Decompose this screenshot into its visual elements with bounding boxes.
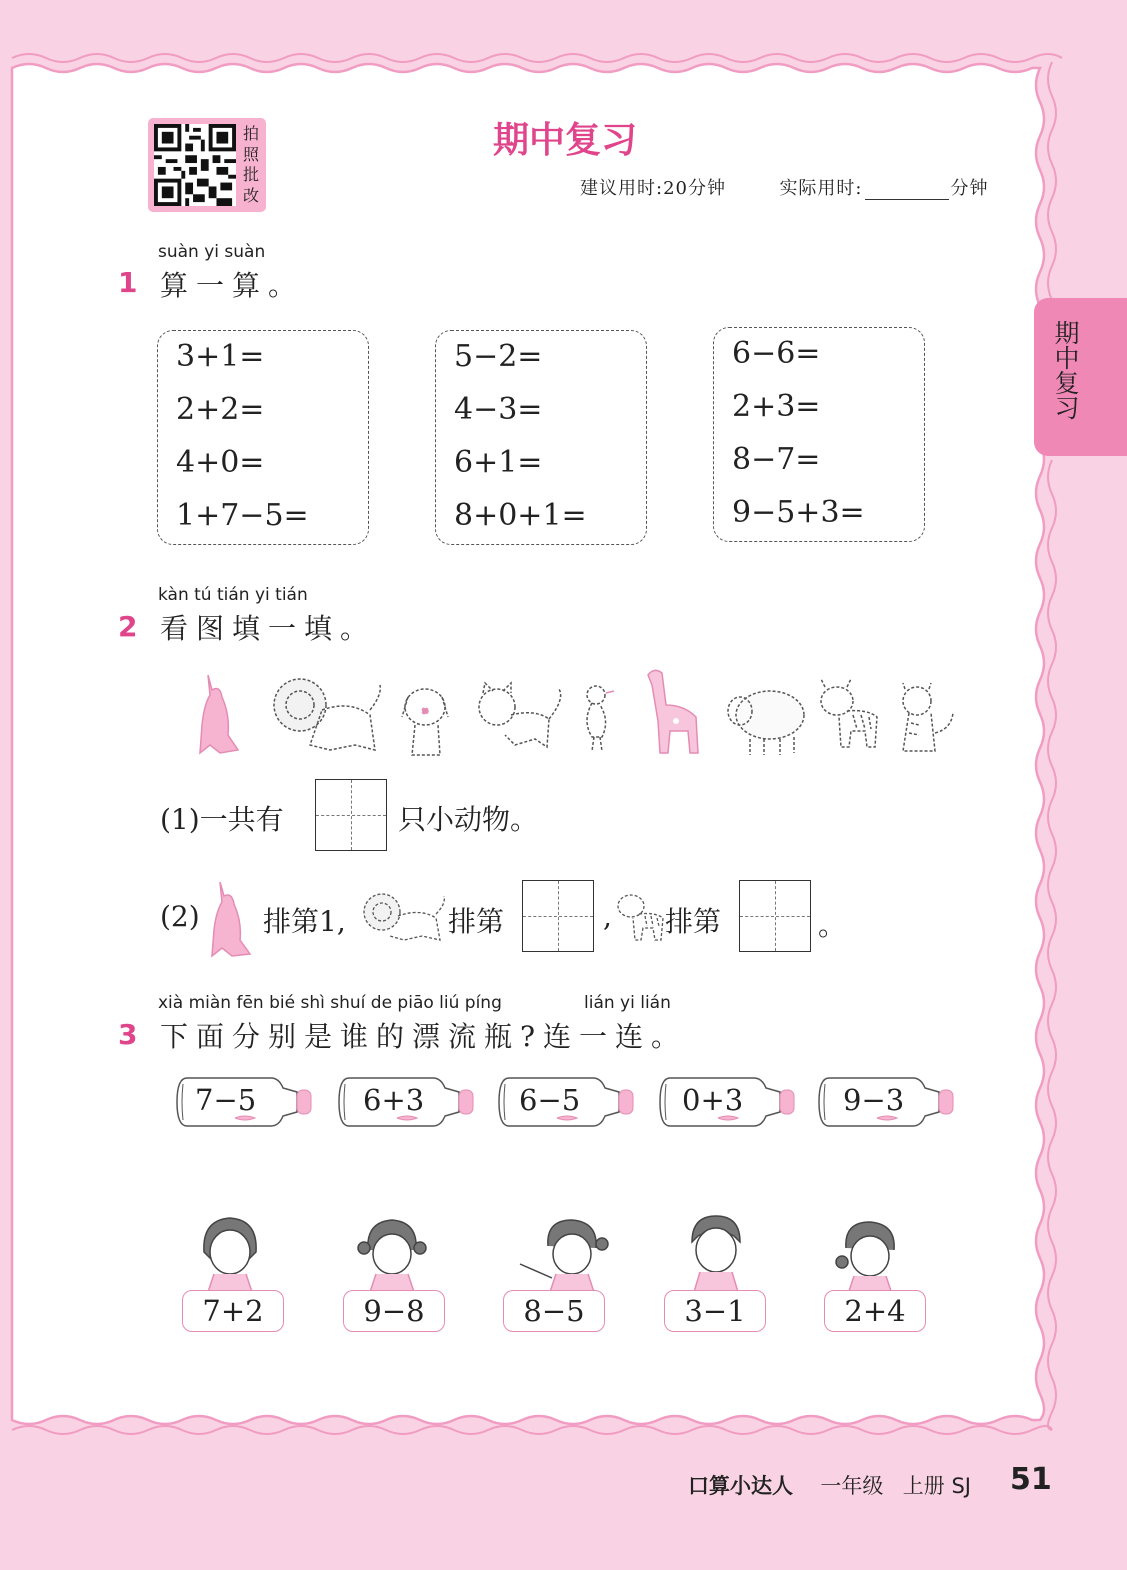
- kid-card[interactable]: 7+2: [182, 1290, 284, 1332]
- suggested-time: 建议用时:20分钟: [580, 178, 726, 199]
- q3-number: 3: [118, 1018, 138, 1051]
- page-title: 期中复习: [492, 120, 637, 161]
- calc-box: [157, 330, 369, 545]
- kangaroo-icon: [200, 675, 238, 753]
- q2-sub2-comma: ,: [603, 900, 612, 933]
- volume: 上册: [902, 1474, 945, 1498]
- girl-icon: [358, 1220, 426, 1292]
- q3-text: 下面分别是谁的漂流瓶?连一连。: [160, 1020, 688, 1053]
- grade: 一年级: [820, 1474, 884, 1498]
- lion-icon: [274, 679, 380, 750]
- girl-icon: [520, 1220, 608, 1292]
- animal-row: [190, 665, 970, 760]
- bottle[interactable]: [497, 1074, 637, 1130]
- bottle-equation: 6−5: [519, 1083, 581, 1117]
- equation[interactable]: 6+1=: [454, 445, 543, 480]
- kid-card[interactable]: 3−1: [664, 1290, 766, 1332]
- answer-box-total[interactable]: [315, 779, 387, 851]
- qr-label: 拍 照 批 改: [242, 124, 259, 205]
- kid-card[interactable]: 2+4: [824, 1290, 926, 1332]
- bottle-equation: 7−5: [195, 1083, 257, 1117]
- bottle-equation: 0+3: [682, 1083, 744, 1117]
- bird-icon: [587, 686, 614, 751]
- q2-pinyin: kàn tú tián yi tián: [158, 585, 308, 605]
- bottle-equation: 6+3: [363, 1083, 425, 1117]
- bottle[interactable]: [658, 1074, 798, 1130]
- zebra-icon: [615, 890, 667, 944]
- side-tab: [1034, 298, 1127, 456]
- q2-sub1-suffix: 只小动物。: [398, 803, 539, 836]
- equation[interactable]: 2+3=: [732, 389, 821, 424]
- edition: SJ: [951, 1474, 971, 1498]
- book-title: 口算小达人: [688, 1474, 793, 1498]
- q2-sub2-prefix: (2): [160, 900, 200, 933]
- equation[interactable]: 6−6=: [732, 336, 821, 371]
- q3-pinyin: xià miàn fēn bié shì shuí de piāo liú píng: [158, 993, 502, 1013]
- answer-box-lion[interactable]: [522, 880, 594, 952]
- qr-code-panel[interactable]: [148, 118, 266, 212]
- giraffe-icon: [648, 670, 698, 753]
- dog-icon: [402, 689, 448, 755]
- q2-text: 看图填一填。: [160, 612, 377, 645]
- q1-number: 1: [118, 266, 138, 299]
- kids-row: [190, 1212, 970, 1292]
- side-tab-label: 期中复习: [1051, 320, 1080, 420]
- actual-time-blank[interactable]: [865, 181, 949, 200]
- q2-sub2-end: 。: [818, 909, 847, 942]
- q2-sub1-prefix: (1)一共有: [160, 803, 284, 836]
- q1-text: 算一算。: [160, 269, 305, 302]
- q3-pinyin-b: lián yi lián: [584, 993, 671, 1013]
- girl-icon: [204, 1218, 256, 1292]
- boy-icon: [692, 1216, 740, 1292]
- girl-icon: [836, 1222, 894, 1292]
- kid-card[interactable]: 8−5: [503, 1290, 605, 1332]
- equation[interactable]: 8+0+1=: [454, 498, 587, 533]
- zebra-icon: [821, 679, 877, 747]
- calc-box: [435, 330, 647, 545]
- sheep-icon: [728, 691, 804, 755]
- tiger-icon: [903, 683, 953, 751]
- equation[interactable]: 4−3=: [454, 392, 543, 427]
- q2-sub2-rank-zebra: 排第: [665, 905, 722, 938]
- page-number: 51: [1010, 1462, 1052, 1497]
- bottle[interactable]: [337, 1074, 477, 1130]
- answer-box-zebra[interactable]: [739, 880, 811, 952]
- actual-time-unit: 分钟: [950, 178, 989, 199]
- qr-code-icon[interactable]: [154, 124, 236, 206]
- equation[interactable]: 4+0=: [176, 445, 265, 480]
- q2-sub2-rank-first: 排第1,: [263, 905, 346, 938]
- footer-book-info: [688, 1470, 971, 1500]
- equation[interactable]: 2+2=: [176, 392, 265, 427]
- equation[interactable]: 5−2=: [454, 339, 543, 374]
- kid-card[interactable]: 9−8: [343, 1290, 445, 1332]
- kangaroo-icon: [206, 878, 262, 958]
- q2-sub2-rank-lion: 排第: [448, 905, 505, 938]
- bottle-equation: 9−3: [843, 1083, 905, 1117]
- calc-box: [713, 327, 925, 542]
- time-info: [580, 174, 989, 200]
- actual-time-label: 实际用时:: [779, 178, 863, 199]
- q1-pinyin: suàn yi suàn: [158, 242, 266, 262]
- cat-icon: [479, 683, 561, 747]
- equation[interactable]: 8−7=: [732, 442, 821, 477]
- bottle[interactable]: [817, 1074, 957, 1130]
- bottle[interactable]: [175, 1074, 315, 1130]
- lion-icon: [360, 888, 450, 944]
- equation[interactable]: 1+7−5=: [176, 498, 309, 533]
- equation[interactable]: 9−5+3=: [732, 495, 865, 530]
- q2-number: 2: [118, 610, 138, 643]
- equation[interactable]: 3+1=: [176, 339, 265, 374]
